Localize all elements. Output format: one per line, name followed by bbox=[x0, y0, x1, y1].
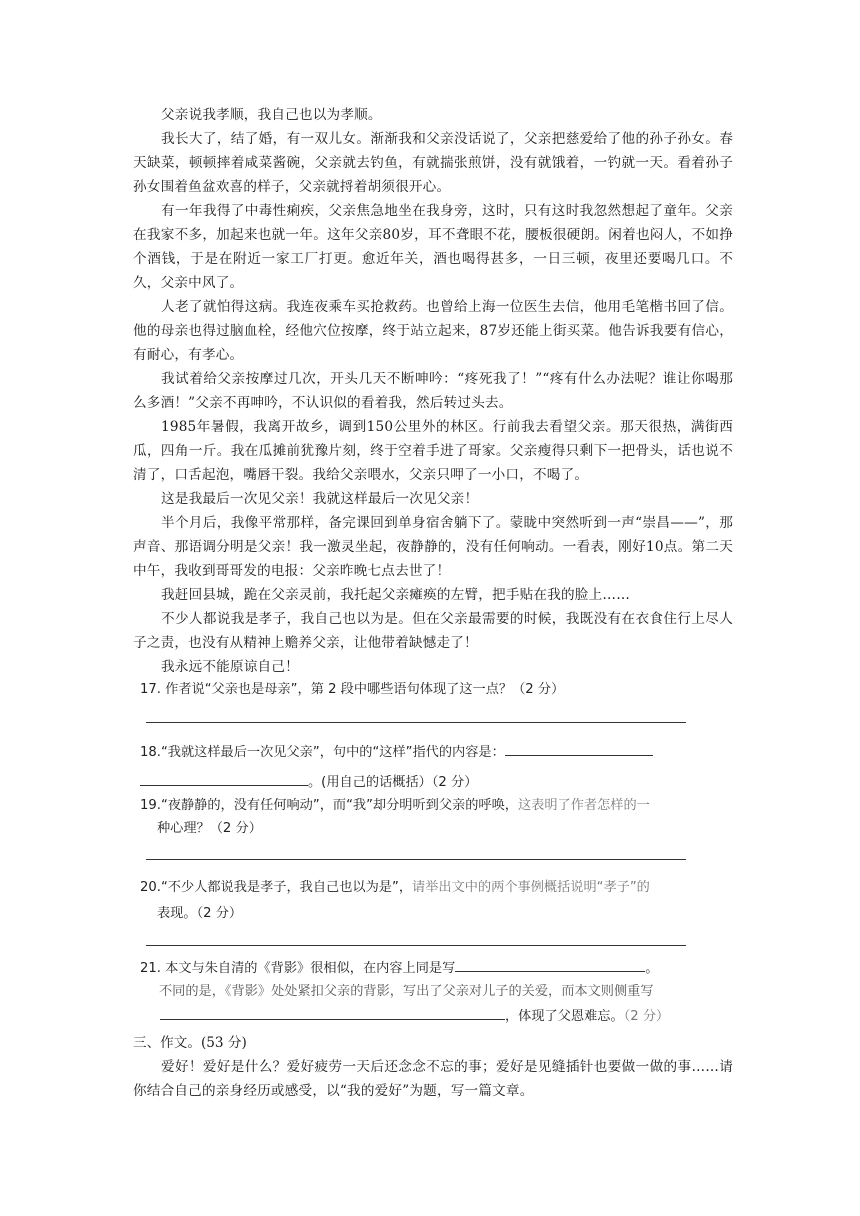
answer-blank-21a[interactable] bbox=[455, 957, 645, 972]
question-17-score: （2 分） bbox=[512, 682, 565, 697]
passage-paragraph: 我永远不能原谅自己！ bbox=[161, 659, 299, 675]
passage-paragraph: 我长大了，结了婚，有一双儿女。渐渐我和父亲没话说了，父亲把慈爱给了他的孙子孙女。春天缺菜，顿顿摔着咸菜酱碗，父亲就去钓鱼，有就揣张煎饼，没有就饿着，一钓就一天。看着孙子孙女围着鱼盆欢喜的样子，父亲就捋着胡须很开心。 bbox=[133, 131, 733, 195]
question-17-text: 17. 作者说“父亲也是母亲”，第 2 段中哪些语句体现了这一点？ bbox=[140, 682, 513, 697]
passage-paragraph: 不少人都说我是孝子，我自己也以为是。但在父亲最需要的时候，我既没有在衣食住行上尽人子之责，也没有从精神上赡养父亲，让他带着缺憾走了！ bbox=[133, 611, 733, 651]
passage-paragraph: 半个月后，我像平常那样，备完课回到单身宿舍躺下了。蒙眬中突然听到一声“崇昌——”，那声音、那语调分明是父亲！我一激灵坐起，夜静静的，没有任何响动。一看表，刚好10点。第二天中午，我收到哥哥发的电报：父亲昨晚七点去世了！ bbox=[133, 515, 733, 579]
essay-prompt: 爱好！爱好是什么？爱好疲劳一天后还念念不忘的事；爱好是见缝插针也要做一做的事……请你结合自己的亲身经历或感受，以“我的爱好”为题，写一篇文章。 bbox=[133, 1059, 733, 1099]
question-18 bbox=[140, 741, 720, 764]
question-21-text: 21. 本文与朱自清的《背影》很相似，在内容上同是写 bbox=[140, 961, 456, 976]
passage-paragraph: 我赶回县城，跪在父亲灵前，我托起父亲瘫痪的左臂，把手贴在我的脸上…… bbox=[161, 587, 630, 603]
answer-blank-21b[interactable] bbox=[160, 1005, 505, 1020]
answer-line-20[interactable] bbox=[146, 945, 686, 946]
question-21-line2: 不同的是，《背影》处处紧扣父亲的背影，写出了父亲对儿子的关爱，而本文则侧重写 bbox=[159, 984, 654, 999]
question-18-suffix: 。(用自己的话概括）（2 分） bbox=[308, 775, 478, 790]
answer-line-17[interactable] bbox=[146, 722, 686, 723]
answer-blank-18a[interactable] bbox=[505, 741, 653, 756]
question-19 bbox=[140, 795, 720, 817]
question-20 bbox=[140, 877, 720, 899]
question-20-line2: 表现。（2 分） bbox=[157, 906, 243, 921]
passage-paragraph: 有一年我得了中毒性痢疾，父亲焦急地坐在我身旁，这时，只有这时我忽然想起了童年。父亲在我家不多，加起来也就一年。这年父亲80岁，耳不聋眼不花，腰板很硬朗。闲着也闷人，不如挣个酒钱，于是在附近一家工厂打更。愈近年关，酒也喝得甚多，一日三顿，夜里还要喝几口。不久，父亲中风了。 bbox=[133, 203, 733, 291]
question-20-text-b: 请举出文中的两个事例概括说明“孝子”的 bbox=[412, 880, 650, 895]
question-20-text-a: 20.“不少人都说我是孝子，我自己也以为是”， bbox=[140, 880, 413, 895]
passage-paragraph: 这是我最后一次见父亲！我就这样最后一次见父亲！ bbox=[161, 491, 479, 507]
question-21 bbox=[140, 957, 720, 980]
passage-paragraph: 父亲说我孝顺，我自己也以为孝顺。 bbox=[161, 107, 382, 123]
question-21-score: （2 分） bbox=[623, 1009, 670, 1024]
question-19-line2: 种心理？（2 分） bbox=[157, 821, 262, 836]
question-18-text: 18.“我就这样最后一次见父亲”，句中的“这样”指代的内容是： bbox=[140, 745, 505, 760]
question-21-end: 。 bbox=[645, 961, 659, 976]
question-17 bbox=[140, 679, 720, 701]
question-19-text-b: 这表明了作者怎样的一 bbox=[518, 798, 650, 813]
answer-blank-18b[interactable] bbox=[140, 771, 308, 786]
passage-paragraph: 人老了就怕得这病。我连夜乘车买抢救药。也曾给上海一位医生去信，他用毛笔楷书回了信。他的母亲也得过脑血栓，经他穴位按摩，终于站立起来，87岁还能上街买菜。他告诉我要有信心，有耐心，有孝心。 bbox=[133, 299, 733, 363]
essay-heading: 三、作文。(53 分) bbox=[133, 1035, 247, 1051]
passage-paragraph: 1985年暑假，我离开故乡，调到150公里外的林区。行前我去看望父亲。那天很热，满街西瓜，四角一斤。我在瓜摊前犹豫片刻，终于空着手进了哥家。父亲瘦得只剩下一把骨头，话也说不清了，口舌起泡，嘴唇干裂。我给父亲喂水，父亲只呷了一小口，不喝了。 bbox=[133, 419, 733, 483]
question-18-line2 bbox=[140, 771, 720, 794]
question-21-suffix: ，体现了父恩难忘。 bbox=[505, 1009, 624, 1024]
passage-paragraph: 我试着给父亲按摩过几次，开头几天不断呻吟：“疼死我了！”“疼有什么办法呢？谁让你喝那么多酒！”父亲不再呻吟，不认识似的看着我，然后转过头去。 bbox=[133, 371, 733, 411]
answer-line-19[interactable] bbox=[146, 859, 686, 860]
question-21-line3 bbox=[160, 1005, 740, 1028]
question-19-text-a: 19.“夜静静的，没有任何响动”，而“我”却分明听到父亲的呼唤， bbox=[140, 798, 518, 813]
